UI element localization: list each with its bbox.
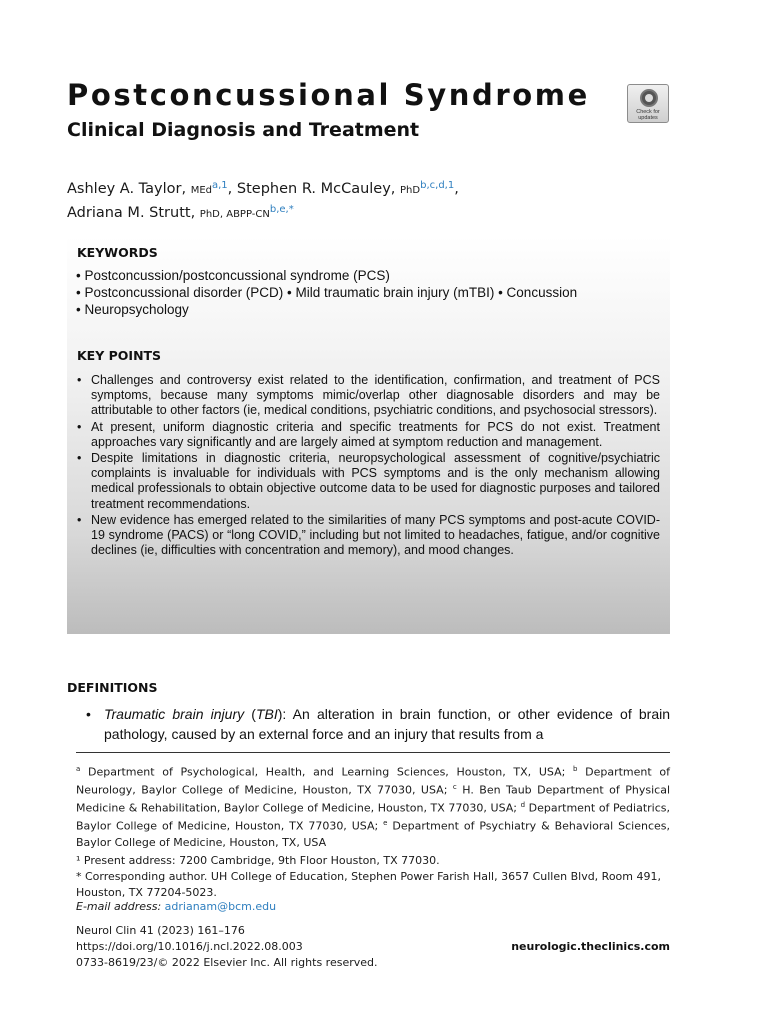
author-affiliation-marks[interactable]: a,1 (212, 180, 228, 191)
author-separator: , (454, 181, 459, 197)
definition-item: • Traumatic brain injury (TBI): An alteration in brain function, or other evidence of brain pathology, caused by an external force and an injury that results from a (86, 706, 670, 742)
author-affiliation-marks[interactable]: b,c,d,1 (420, 180, 455, 191)
crossmark-icon (640, 89, 658, 107)
affiliations-footnote (76, 762, 670, 850)
affiliation-mark: c (452, 783, 457, 792)
key-points-heading: KEY POINTS (77, 348, 162, 363)
author-line-1 (67, 176, 459, 200)
key-point-item: • At present, uniform diagnostic criteria and specific treatments for PCS do not exist. Treatment approaches vary significantly and are largely aimed at symptom reduction and management. (75, 420, 660, 450)
author-line-2 (67, 200, 459, 224)
keywords-keypoints-box (67, 236, 670, 634)
author-list (67, 176, 459, 224)
affiliation-mark: b (572, 765, 578, 773)
journal-citation: Neurol Clin 41 (2023) 161–176 (76, 924, 245, 937)
keywords-list (76, 267, 577, 318)
email-link[interactable]: adrianam@bcm.edu (164, 900, 277, 913)
affiliation-text: Department of Psychiatry & Behavioral Sciences, Baylor College of Medicine, Houston, TX, USA (76, 820, 671, 849)
footnote-divider (76, 752, 670, 753)
journal-website[interactable]: neurologic.theclinics.com (511, 940, 670, 953)
keyword-line: • Neuropsychology (76, 302, 189, 317)
affiliation-mark: e (383, 819, 388, 828)
affiliation-text: Department of Psychological, Health, and Learning Sciences, Houston, TX, USA; (87, 765, 566, 779)
keyword-line: • Postconcussion/postconcussional syndrome (PCS) (76, 268, 390, 283)
email-label: E-mail address: (76, 900, 162, 913)
key-point-item: • Despite limitations in diagnostic criteria, neuropsychological assessment of cognitive/psychiatric complaints is invaluable for individuals with PCS symptoms and is the only mechanism allowing medical professionals to obtain objective outcome data to be used for diagnostic purposes and tailored treatment recommendations. (75, 451, 660, 512)
author-affiliation-marks[interactable]: b,e,* (269, 204, 294, 215)
article-subtitle: Clinical Diagnosis and Treatment (67, 119, 420, 141)
definition-abbreviation: TBI (255, 706, 278, 722)
corresponding-author-footnote: * Corresponding author. UH College of Education, Stephen Power Farish Hall, 3657 Cullen Blvd, Room 491, Houston, TX 77204-5023. (76, 870, 661, 899)
author-name: Ashley A. Taylor, (67, 181, 187, 197)
definition-term: Traumatic brain injury (104, 706, 245, 722)
key-points-list (75, 373, 660, 559)
affiliation-mark: a (76, 765, 81, 773)
author-degree: PhD (400, 185, 421, 196)
present-address-footnote: ¹ Present address: 7200 Cambridge, 9th Floor Houston, TX 77030. (76, 854, 440, 867)
definition-text: An alteration in brain function, or other evidence of brain pathology, caused by an external force and an injury that results from a (104, 706, 670, 742)
author-name: Adriana M. Strutt, (67, 205, 196, 221)
affiliation-text: Department of Pediatrics, Baylor College of Medicine, Houston, TX 77030, USA; (76, 801, 670, 834)
author-name: Stephen R. McCauley, (236, 181, 396, 197)
doi-link[interactable]: https://doi.org/10.1016/j.ncl.2022.08.003 (76, 940, 303, 953)
affiliation-text: H. Ben Taub Department of Physical Medicine & Rehabilitation, Baylor College of Medicine, Houston, TX 77030, USA; (76, 783, 670, 815)
author-separator: , (227, 181, 233, 197)
check-for-updates-label: Check for updates (636, 109, 660, 121)
author-degree: MEd (190, 185, 212, 196)
email-footnote (76, 899, 670, 915)
check-for-updates-badge[interactable] (627, 84, 669, 123)
bullet-icon: • (86, 706, 91, 722)
definitions-heading: DEFINITIONS (67, 680, 158, 695)
author-degree: PhD, ABPP-CN (199, 209, 270, 220)
article-title: Postconcussional Syndrome (67, 78, 590, 112)
keyword-line: • Postconcussional disorder (PCD) • Mild traumatic brain injury (mTBI) • Concussion (76, 285, 578, 300)
key-point-item: • New evidence has emerged related to the similarities of many PCS symptoms and post-acute COVID-19 syndrome (PACS) or “long COVID,” including but not limited to headaches, fatigue, and/or cognitive declines (ie, difficulties with concentration and memory), and mood changes. (75, 513, 660, 559)
keywords-heading: KEYWORDS (77, 245, 158, 260)
affiliation-text: Department of Neurology, Baylor College of Medicine, Houston, TX 77030, USA; (76, 765, 670, 797)
key-point-item: • Challenges and controversy exist related to the identification, confirmation, and treatment of PCS symptoms, because many symptoms mimic/overlap other diagnosable disorders and may be attributable to other factors (ie, medical conditions, psychiatric conditions, and psychosocial stressors). (75, 373, 660, 419)
copyright-line: 0733-8619/23/© 2022 Elsevier Inc. All rights reserved. (76, 956, 378, 969)
affiliation-mark: d (520, 801, 526, 810)
